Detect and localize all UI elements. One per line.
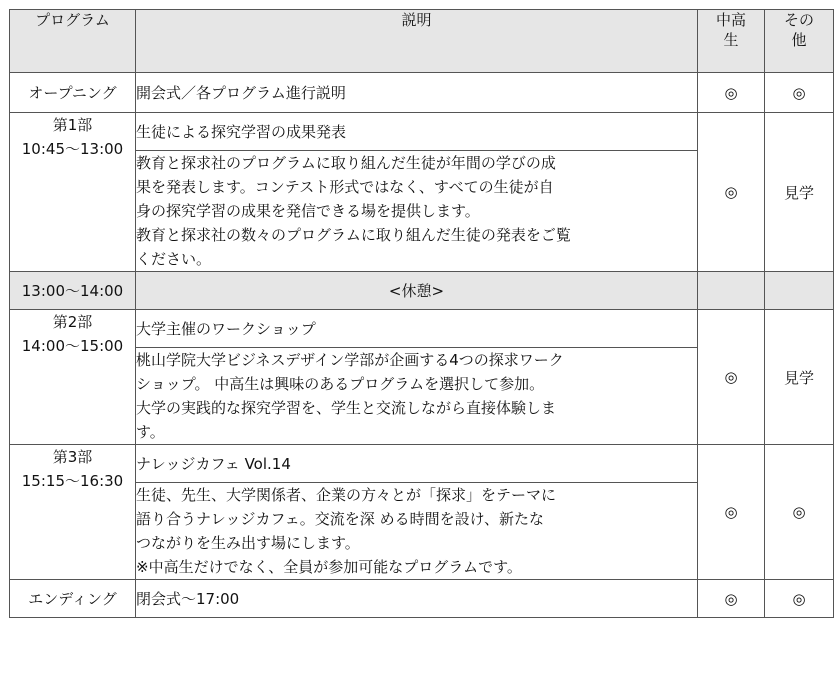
part1-desc-line: 果を発表します。コンテスト形式ではなく、すべての生徒が自 bbox=[136, 178, 554, 196]
part1-others-mark: 見学 bbox=[765, 113, 834, 272]
part3-program-name: 第3部 bbox=[52, 448, 93, 466]
opening-program: オープニング bbox=[10, 73, 136, 113]
table-row-part3-title bbox=[10, 445, 834, 483]
ending-others-mark: ◎ bbox=[765, 580, 834, 618]
part3-program bbox=[10, 445, 136, 580]
part2-desc-line: す。 bbox=[136, 423, 165, 441]
part2-desc-line: ショップ。 中高生は興味のあるプログラムを選択して参加。 bbox=[136, 375, 545, 393]
header-other bbox=[765, 10, 834, 73]
part1-program bbox=[10, 113, 136, 272]
part2-program-time: 14:00～15:00 bbox=[21, 337, 124, 355]
part3-description bbox=[136, 483, 698, 580]
part3-desc-line: 語り合うナレッジカフェ。交流を深 める時間を設け、新たな bbox=[136, 510, 544, 528]
part3-title: ナレッジカフェ Vol.14 bbox=[136, 445, 698, 483]
part1-students-mark: ◎ bbox=[698, 113, 765, 272]
table-row-break bbox=[10, 272, 834, 310]
header-junior-high-line1: 中高 bbox=[715, 11, 746, 29]
part2-students-mark: ◎ bbox=[698, 310, 765, 445]
part1-desc-line: 教育と探求社のプログラムに取り組んだ生徒が年間の学びの成 bbox=[136, 154, 556, 172]
table-row-ending bbox=[10, 580, 834, 618]
part2-title: 大学主催のワークショップ bbox=[136, 310, 698, 348]
table-row-part2-title bbox=[10, 310, 834, 348]
part2-program bbox=[10, 310, 136, 445]
header-program: プログラム bbox=[10, 10, 136, 73]
part1-desc-line: 身の探究学習の成果を発信できる場を提供します。 bbox=[136, 202, 480, 220]
part1-desc-line: 教育と探求社の数々のプログラムに取り組んだ生徒の発表をご覧 bbox=[136, 226, 571, 244]
part3-desc-line: 生徒、先生、大学関係者、企業の方々とが「探求」をテーマに bbox=[136, 486, 557, 504]
ending-title: 閉会式～17:00 bbox=[136, 580, 698, 618]
header-other-line1: その bbox=[783, 11, 814, 29]
part1-title: 生徒による探究学習の成果発表 bbox=[136, 113, 698, 151]
opening-students-mark: ◎ bbox=[698, 73, 765, 113]
part3-others-mark: ◎ bbox=[765, 445, 834, 580]
part2-desc-line: 桃山学院大学ビジネスデザイン学部が企画する4つの探求ワーク bbox=[136, 351, 564, 369]
part3-desc-line: つながりを生み出す場にします。 bbox=[136, 534, 360, 552]
part3-students-mark: ◎ bbox=[698, 445, 765, 580]
header-other-line2: 他 bbox=[791, 31, 807, 49]
ending-students-mark: ◎ bbox=[698, 580, 765, 618]
header-junior-high-line2: 生 bbox=[723, 31, 739, 49]
table-row-part1-title bbox=[10, 113, 834, 151]
break-title: <休憩> bbox=[136, 272, 698, 310]
part1-program-name: 第1部 bbox=[52, 116, 93, 134]
part3-desc-line: ※中高生だけでなく、全員が参加可能なプログラムです。 bbox=[136, 558, 522, 576]
break-others-empty bbox=[765, 272, 834, 310]
part3-program-time: 15:15～16:30 bbox=[21, 472, 124, 490]
part1-desc-line: ください。 bbox=[136, 250, 212, 268]
table-row-opening bbox=[10, 73, 834, 113]
table-header-row bbox=[10, 10, 834, 73]
program-schedule-table bbox=[9, 9, 834, 618]
header-description: 説明 bbox=[136, 10, 698, 73]
part2-description bbox=[136, 348, 698, 445]
part2-desc-line: 大学の実践的な探究学習を、学生と交流しながら直接体験しま bbox=[136, 399, 557, 417]
part2-others-mark: 見学 bbox=[765, 310, 834, 445]
ending-program: エンディング bbox=[10, 580, 136, 618]
opening-others-mark: ◎ bbox=[765, 73, 834, 113]
break-time: 13:00～14:00 bbox=[10, 272, 136, 310]
header-junior-high bbox=[698, 10, 765, 73]
opening-title: 開会式／各プログラム進行説明 bbox=[136, 73, 698, 113]
part1-program-time: 10:45～13:00 bbox=[21, 140, 124, 158]
part1-description bbox=[136, 151, 698, 272]
break-students-empty bbox=[698, 272, 765, 310]
part2-program-name: 第2部 bbox=[52, 313, 93, 331]
